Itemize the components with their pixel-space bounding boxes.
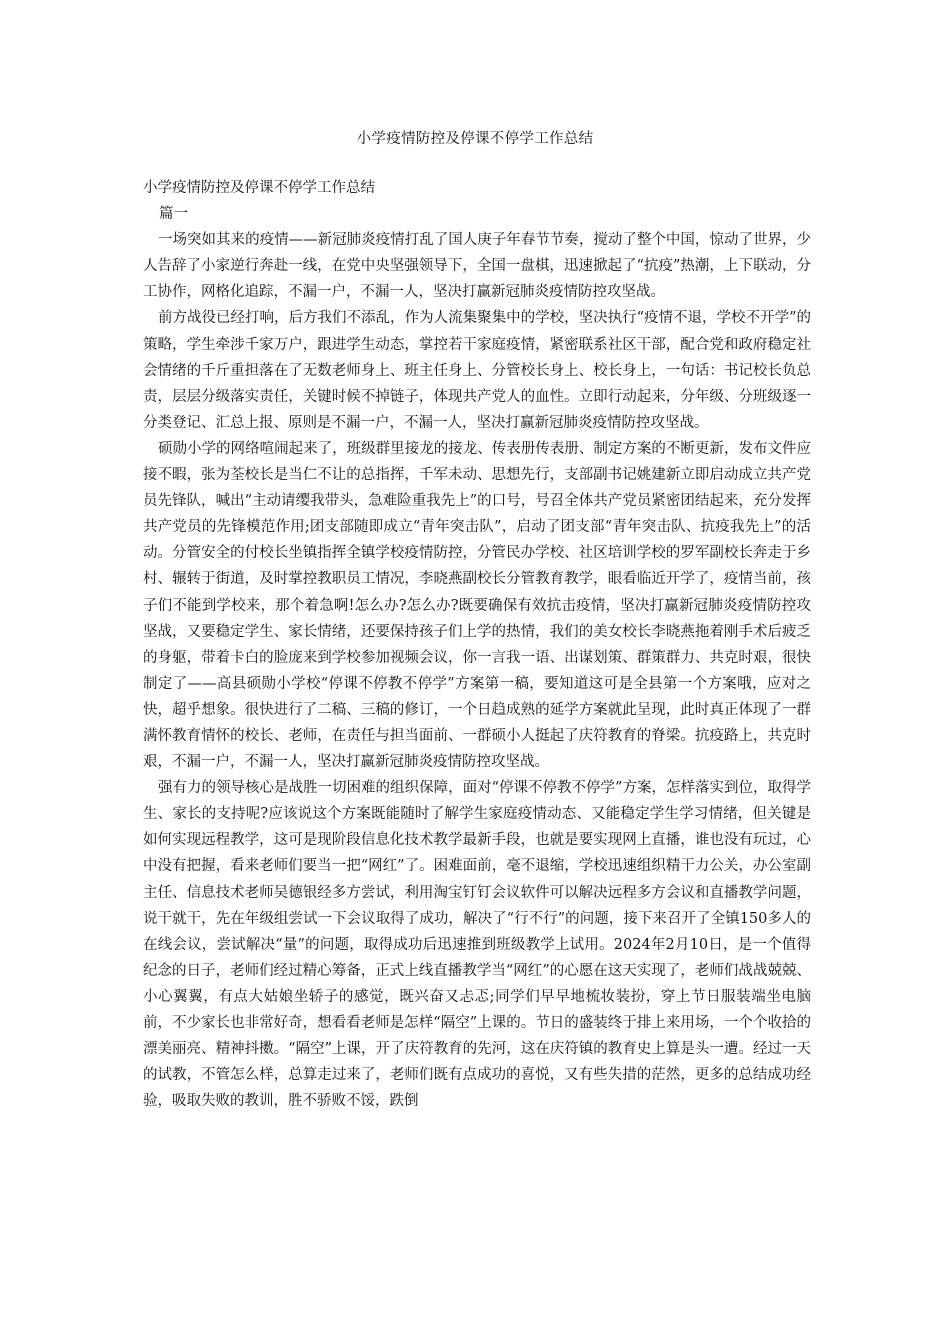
document-body xyxy=(143,175,811,1114)
paragraph: 一场突如其来的疫情——新冠肺炎疫情打乱了国人庚子年春节节奏，搅动了整个中国，惊动了世界，少人告辞了小家逆行奔赴一线，在党中央坚强领导下，全国一盘棋，迅速掀起了“抗疫”热潮，上下联动，分工协作，网格化追踪，不漏一户，不漏一人，坚决打赢新冠肺炎疫情防控攻坚战。 xyxy=(143,232,811,301)
document-subtitle: 小学疫情防控及停课不停学工作总结 xyxy=(143,180,375,196)
paragraph: 前方战役已经打响，后方我们不添乱，作为人流集聚集中的学校，坚决执行“疫情不退，学校不开学”的策略，学生牵涉千家万户，跟进学生动态，掌控若干家庭疫情，紧密联系社区干部，配合党和政府稳定社会情绪的千斤重担落在了无数老师身上、班主任身上、分管校长身上、校长身上，一句话：书记校长负总责，层层分级落实责任，关键时候不掉链子，体现共产党人的血性。立即行动起来，分年级、分班级逐一分类登记、汇总上报、原则是不漏一户，不漏一人，坚决打赢新冠肺炎疫情防控攻坚战。 xyxy=(143,310,811,431)
paragraph: 硕勋小学的网络喧闹起来了，班级群里接龙的接龙、传表册传表册、制定方案的不断更新，发布文件应接不暇，张为荃校长是当仁不让的总指挥，千军未动、思想先行，支部副书记姚建新立即启动成立共产党员先锋队，喊出“主动请缨我带头，急难险重我先上”的口号，号召全体共产党员紧密团结起来，充分发挥共产党员的先锋模范作用;团支部随即成立“青年突击队”，启动了团支部“青年突击队、抗疫我先上”的活动。分管安全的付校长坐镇指挥全镇学校疫情防控，分管民办学校、社区培训学校的罗军副校长奔走于乡村、辗转于街道，及时掌控教职员工情况，李晓燕副校长分管教育教学，眼看临近开学了，疫情当前，孩子们不能到学校来，那个着急啊!怎么办?怎么办?既要确保有效抗击疫情，坚决打赢新冠肺炎疫情防控攻坚战，又要稳定学生、家长情绪，还要保持孩子们上学的热情，我们的美女校长李晓燕拖着刚手术后疲乏的身躯，带着卡白的脸庞来到学校参加视频会议，你一言我一语、出谋划策、群策群力、共克时艰，很快制定了——高县硕勋小学校“停课不停教不停学”方案第一稿，要知道这可是全县第一个方案哦，应对之快，超乎想象。很快进行了二稿、三稿的修订，一个日趋成熟的延学方案就此呈现，此时真正体现了一群满怀教育情怀的校长、老师，在责任与担当面前、一群硕小人挺起了庆符教育的脊梁。抗疫路上，共克时艰，不漏一户，不漏一人，坚决打赢新冠肺炎疫情防控攻坚战。 xyxy=(143,440,811,771)
section-label: 篇一 xyxy=(159,206,188,223)
document-title: 小学疫情防控及停课不停学工作总结 xyxy=(356,131,594,147)
paragraph: 强有力的领导核心是战胜一切困难的组织保障，面对“停课不停教不停学”方案，怎样落实到位，取得学生、家长的支持呢?应该说这个方案既能随时了解学生家庭疫情动态、又能稳定学生学习情绪，但关键是如何实现远程教学，这可是现阶段信息化技术教学最新手段，也就是要实现网上直播，谁也没有玩过，心中没有把握，看来老师们要当一把“网红”了。困难面前，毫不退缩，学校迅速组织精干力公关，办公室副主任、信息技术老师吴德银经多方尝试，利用淘宝钉钉会议软件可以解决远程多方会议和直播教学问题，说干就干，先在年级组尝试一下会议取得了成功，解决了“行不行”的问题，接下来召开了全镇150多人的在线会议，尝试解决“量”的问题，取得成功后迅速推到班级教学上试用。2024年2月10日，是一个值得纪念的日子，老师们经过精心筹备，正式上线直播教学当“网红”的心愿在这天实现了，老师们战战兢兢、小心翼翼，有点大姑娘坐轿子的感觉，既兴奋又忐忑;同学们早早地梳妆装扮，穿上节日服装端坐电脑前，不少家长也非常好奇，想看看老师是怎样“隔空”上课的。节日的盛装终于排上来用场，一个个收拾的漂美丽亮、精神抖擞。“隔空”上课，开了庆符教育的先河，这在庆符镇的教育史上算是头一遭。经过一天的试教，不管怎么样，总算走过来了，老师们既有点成功的喜悦，又有些失措的茫然，更多的总结成功经验，吸取失败的教训，胜不骄败不馁，跌倒 xyxy=(143,780,811,1110)
